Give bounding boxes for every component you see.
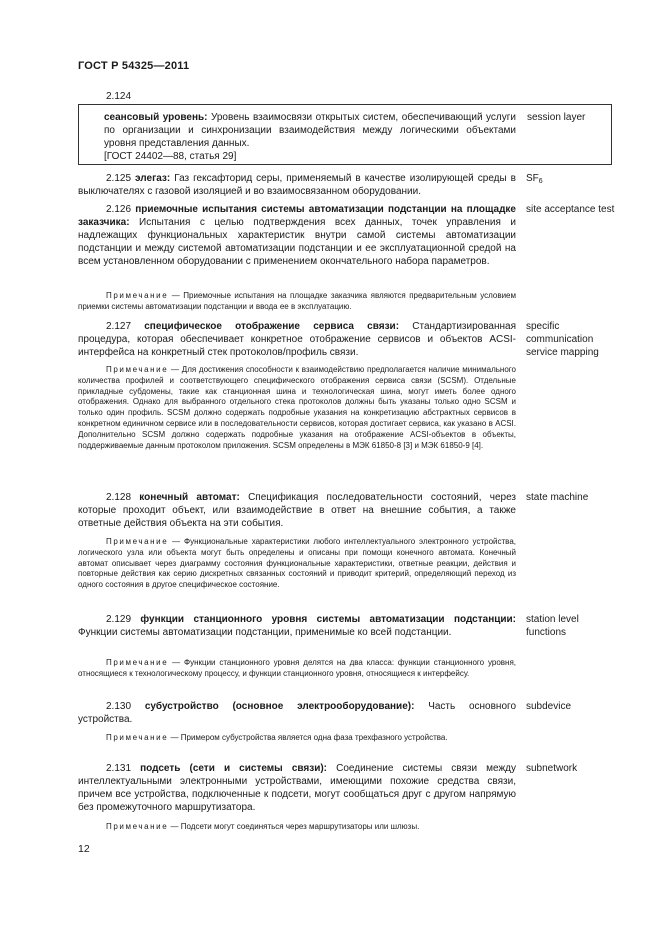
entry-131-note-label: Примечание	[106, 822, 169, 831]
entry-131-note	[78, 822, 516, 833]
entry-125-number: 2.125	[106, 173, 132, 184]
entry-127-note-label: Примечание	[106, 365, 169, 374]
entry-125-english	[526, 172, 616, 188]
entry-130-note	[78, 733, 516, 744]
entry-127-definition	[78, 320, 516, 359]
entry-131-term: подсеть (сети и системы связи):	[140, 763, 328, 774]
entry-131-note-text: — Подсети могут соединяться через маршрутизаторы или шлюзы.	[168, 822, 420, 831]
entry-124-text: Уровень взаимосвязи открытых систем, обеспечивающий услуги по организации и синхронизации взаимодействия между логическими объектами уровня представления данных.	[104, 112, 516, 149]
entry-129-definition	[78, 613, 516, 639]
entry-127-term: специфическое отображение сервиса связи:	[144, 321, 400, 332]
entry-126-term: приемочные испытания системы автоматизации подстанции на площадке заказчика:	[78, 204, 516, 228]
entry-129-english: station level functions	[526, 614, 579, 638]
entry-124-box	[78, 104, 612, 165]
entry-129-text: Функции системы автоматизации подстанции, применимые ко всей подстанции.	[78, 627, 452, 638]
entry-126-text: Испытания с целью подтверждения всех данных, точек управления и надлежащих функциональных характеристик внутри самой системы автоматизации подстанции и между системой автоматизации подстанции и ее эксплуатационной средой на всем установленном оборудовании с применением окончательного набора параметров.	[78, 217, 516, 267]
entry-126-note	[78, 291, 516, 313]
entry-125-english-main: SF	[526, 173, 539, 184]
entry-131-number: 2.131	[106, 763, 132, 774]
entry-124-english: session layer	[527, 112, 586, 123]
entry-130-definition	[78, 700, 516, 726]
entry-124-term: сеансовый уровень:	[104, 112, 208, 123]
entry-129-term: функции станционного уровня системы автоматизации подстанции:	[140, 614, 517, 625]
entry-130-text: Часть основного устройства.	[78, 701, 517, 725]
entry-131-english: subnetwork	[526, 763, 578, 774]
entry-130-note-label: Примечание	[106, 733, 169, 742]
entry-126-note-label: Примечание	[106, 291, 169, 300]
entry-129-note-text: — Функции станционного уровня делятся на два класса: функции станционного уровня, относящиеся к технологическому процессу, и функции станционного уровня, относящиеся к интерфейсу.	[78, 658, 516, 678]
entry-126-english: site acceptance test	[526, 204, 615, 215]
entry-129-note	[78, 658, 516, 680]
entry-128-term: конечный автомат:	[139, 492, 240, 503]
entry-128-text: Спецификация последовательности состояний, через которые проходит объект, или взаимодействие в ответ на внешние события, а также ответные действия объекта на эти события.	[78, 492, 516, 529]
entry-127-text: Стандартизированная процедура, которая обеспечивает конкретное отображение сервисов и объектов ACSI-интерфейса на конкретный стек протоколов/профиль связи.	[78, 321, 517, 358]
entry-124-definition	[104, 111, 516, 163]
entry-128-note	[78, 537, 516, 591]
entry-126-definition	[78, 203, 516, 268]
entry-129-number: 2.129	[106, 614, 132, 625]
entry-127-note	[78, 365, 516, 451]
entry-127-note-text: — Для достижения способности к взаимодействию предполагается наличие минимального количества профилей и соответствующего специфического отображения сервиса связи (SCSM). Отдельные прикладные субдомены, такие как станционная шина и технологическая шина, могут иметь более одного отображения. Однако для выбранного отдельного стека протоколов должны быть указаны только одно SCSM и только один профиль. SCSM должно содержать подробные указания на конкретизацию абстрактных сервисов в конкретном единичном сервисе или в последовательности сервисов, которая достигает сервиса, как указано в ACSI. Дополнительно SCSM должно содержать подробные указания на отображение ACSI-объектов в объекты, поддерживаемые данным протоколом приложения. SCSM определены в МЭК 61850-8 [3] и МЭК 61850-9 [4].	[78, 365, 516, 450]
entry-124-number: 2.124	[106, 91, 132, 102]
entry-125-text: Газ гексафторид серы, применяемый в качестве изолирующей среды в выключателях с газовой изоляцией и во взаимосвязанном оборудовании.	[78, 173, 516, 197]
entry-128-english: state machine	[526, 492, 589, 503]
entry-131-definition	[78, 762, 516, 814]
entry-130-term: субустройство (основное электрооборудование):	[144, 701, 415, 712]
entry-124-ref: [ГОСТ 24402—88, статья 29]	[104, 151, 237, 162]
entry-125-english-sub: 6	[538, 178, 543, 185]
entry-129-note-label: Примечание	[106, 658, 169, 667]
entry-130-english: subdevice	[526, 701, 572, 712]
entry-125-term: элегаз:	[135, 173, 171, 184]
entry-126-number: 2.126	[106, 204, 132, 215]
entry-130-number: 2.130	[106, 701, 132, 712]
entry-131-text: Соединение системы связи между интеллектуальными электронными устройствами, имеющими похожие средства связи, причем все устройства, подключенные к подсети, могут сообщаться друг с другом напрямую без промежуточного маршрутизатора.	[78, 763, 516, 813]
entry-128-definition	[78, 491, 516, 530]
entry-128-note-text: — Функциональные характеристики любого интеллектуального электронного устройства, логического узла или объекта могут быть определены и описаны при помощи конечного автомата. Конечный автомат описывает через диаграмму состояния функциональные характеристики, ответные реакции, действия и повторные действия как серию дискретных связанных состояний и приводит критерий, определяющий переход из одного состояния в другое специфическое состояние.	[78, 537, 516, 590]
entry-126-note-text: — Приемочные испытания на площадке заказчика являются предварительным условием приемки системы автоматизации подстанции и ввода ее в эксплуатацию.	[78, 291, 516, 311]
entry-127-english: specific communication service mapping	[526, 321, 599, 358]
page-number: 12	[78, 843, 90, 855]
entry-125-definition	[78, 172, 516, 198]
entry-128-number: 2.128	[106, 492, 132, 503]
document-header: ГОСТ Р 54325—2011	[78, 60, 190, 72]
entry-127-number: 2.127	[106, 321, 132, 332]
entry-130-note-text: — Примером субустройства является одна фаза трехфазного устройства.	[168, 733, 448, 742]
entry-128-note-label: Примечание	[106, 537, 169, 546]
